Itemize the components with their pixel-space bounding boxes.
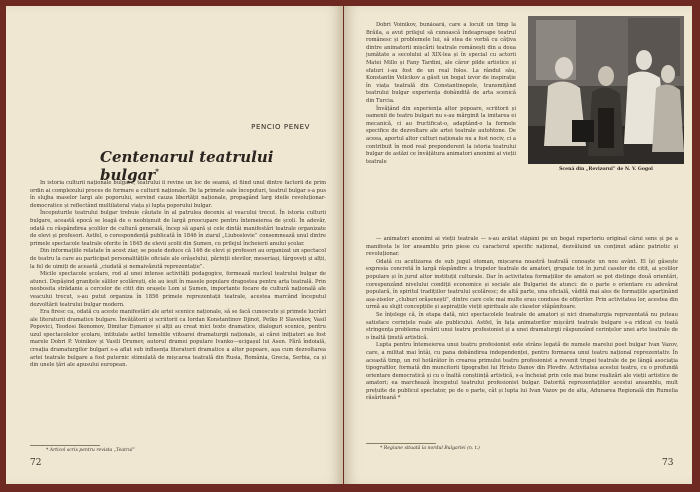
- right-footnote: * Regiune situată la nordul Bulgariei (n. t.): [380, 446, 480, 451]
- photo-caption: Scenă din „Revizorul” de N. V. Gogol: [559, 167, 653, 172]
- left-footnote: * Articol scris pentru revista „Teatrul”: [46, 448, 135, 453]
- left-page: [6, 6, 343, 484]
- left-body-text: [30, 180, 326, 442]
- right-page-number: 73: [662, 458, 674, 468]
- paragraph: În istoria culturii naționale bulgare, teatrului îi revine un loc de seamă, el fiind unul dintre factorii de prim ordin ai complexului proces de formare a culturii naționale. De la primele sale începuturi, teatrul bulgar s-a pus în slujba maselor largi ale poporului, servind cauza libertății naționale, propagând larg ideile revoluționar-democratice și reflectând multilateral viața și lupta poporului bulgar.: [30, 180, 326, 209]
- article-title: [100, 148, 320, 184]
- paragraph: Era firesc ca, odată cu aceste manifestări ale artei scenice naționale, să se facă cunoscute și primele lucrări ale literaturii dramatice bulgare. Învățătorii și scriitorii ca Iordan Konstantinov Djinot, Petko P. Slaveikov, Vasil Popovici, Teodosi Ikonomov, Dimitar Eșmanov și alții au creat mici texte dramatice, dialoguri scenice, pentru uzul spectacolelor școlare, intitulate astfel temeliile viitoarei dramaturgii naționale, ai cărei inițiatori au fost marele Dobri P. Voinikov și Vasili Drumev, autorul dramei populare Ivanko—ucigașul lui Asen. Fără îndoială, creația dramaturgilor bulgari s-a aflat sub influența literaturii dramatice a altor popoare, așa cum dezvoltarea artei teatrale bulgare a fost puternic stimulată de mișcarea teatrală din Rusia, România, Grecia, Serbia, ca și din unele țări ale apusului european.: [30, 309, 326, 369]
- paragraph: — animatori anonimi ai vieții teatrale — s-au arătat stăpâni pe un bogat repertoriu original cărui sens și pe a manifesta le lor ansamblu prin piese cu caracterul specific național, dezvăluind un conținut adânc patriotic și revoluționar.: [366, 236, 678, 258]
- left-page-number: 72: [30, 458, 42, 468]
- paragraph: Se înțelege că, în etapa dată, nici spectacolele teatrale de amatori și nici dramaturgia reprezentată nu puteau satisface cerințele reale ale publicului. Astfel, în fața animatorilor mișcării teatrale bulgare s-a ridicat cu toată stringența problema creării unui teatru profesionist și a unei dramaturgii răspunzând cerințelor unei arte teatrale de o înaltă ținută artistică.: [366, 311, 678, 341]
- paragraph: Învățând din experiența altor popoare, scriitorii și oamenii de teatru bulgari nu s-au mărginit la imitarea ei mecanică, ci au fructificat-o, adaptând-o la formele specifice de dezvoltare ale artei teatrale autohtone. De aceea, aportul altor culturi naționale nu a fost nociv, ci a contribuit în mod real preponderent la istoria teatrului bulgar de astăzi ce învățătura animatori anonimi ai vieții teatrale: [366, 105, 516, 165]
- right-page: [344, 6, 692, 484]
- paragraph: Dobri Voinikov, bunăoară, care a locuit un timp la Brăila, a avut prilejul să cunoască îndeaproape teatrul românesc și problemele lui, să stea de vorbă cu câțiva dintre animatorii mișcării teatrale românești din a doua jumătate a secolului al XIX-lea și în special cu actorii Matei Millo și Fany Tardini, ale căror pilde artistice și sfaturi i-au fost de un real folos. La rândul său, Konstantin Velicikov a găsit un bogat izvor de inspirație în viața teatrală din Constantinopole, transmițând teatrului bulgar experiența dobândită de arta scenică din Turcia.: [366, 22, 516, 104]
- paragraph: Începuturile teatrului bulgar trebuie căutate în al patrulea deceniu al veacului trecut. În istoria culturii bulgare, această epocă se leagă de o neobișnuit de largă preocupare pentru întemeierea de școli. În adevăr, odată cu răspândirea școlilor de cultură generală, încep să apară și cele dintâi manifestări teatrale organizate de elevi și profesori. Astfel, o corespondență publicată în 1846 în ziarul „Liuboslovie” consemnează unul dintre primele spectacole teatrale oferite în 1845 de elevii școlii din Șumen, cu prilejul încheierii anului școlar.: [30, 210, 326, 247]
- stage-photo-illustration: [528, 16, 684, 164]
- right-body-text: [366, 236, 678, 440]
- right-column-text: [366, 22, 516, 232]
- paragraph: Micile spectacole școlare, rod al unei intense activități pedagogice, formează nucleul teatrului bulgar de atunci. Depășind granițele sălilor școlărești, ele au ieșit în masele populare dragostea pentru arta teatrală. Prin neobosita strădanie a cercelor de citit din orașele Lom și Șumen, importante focare de cultură națională ale veacului trecut, s-au putut organiza în 1856 primele reprezentații teatrale, acestea marcând începutul dezvoltării teatrului bulgar modern.: [30, 271, 326, 308]
- paragraph: Din informațiile relatate în acest ziar, se poate deduce că 146 de elevi și profesori au organizat un spectacol de teatru la care au participat personalitățile oficiale ale orășelului, părinții elevilor, meseriași, târgoveți și alții, la fel de uimiți de această „ciudată și nemaivăzută reprezentație”.: [30, 248, 326, 270]
- title-footnote-marker: *: [155, 167, 159, 176]
- paragraph: Lupta pentru întemeierea unui teatru profesionist este strâns legată de numele marelui poet bulgar Ivan Vazov, care, a militat mai întâi, cu pana dobândirea independenței, pentru formarea unui teatru național reprezentativ. În această timp, un rol hotărâtor în crearea primului teatru profesionist a revenit trupei teatrale de pe lângă asociația tipografilor, formată din muncitorii tipografiei lui Hristo Danov din Plovdiv. Activitatea acestui teatru, cu o profundă orientare democratică și cu o înaltă conștiință artistică, s-a încheiat prin cele mai bune realizări ale vieții artistice de amatori; ea marchează începutul teatrului profesionist bulgar. Datorită reprezentațiilor acestui ansamblu, mult prețuite de publicul spectator, pe de o parte, cât și lupta lui Ivan Vazov pe de alta, Adunarea Regională din Rumelia răsăriteană *: [366, 342, 678, 402]
- stage-photo: [528, 16, 684, 164]
- footnote-rule: [30, 445, 100, 446]
- footnote-rule: [366, 443, 436, 444]
- article-title-text: Centenarul teatrului bulgar: [100, 148, 274, 184]
- author-name: PENCIO PENEV: [251, 123, 310, 131]
- paragraph: Odată cu acutizarea de sub jugul otoman, mișcarea noastră teatrală cunoaște un nou avânt. El își găsește expresia concretă în largă răspândire a trupelor teatrale de amatori, grupate tot în jurul caselor de citit, ai școlilor populare și în jurul altor instituții culturale. Dar în activitatea formațiilor de amatori se pot distinge două orientări, corespunzând nivelului condiții economice și sociale ale Bulgariei de atunci: de o parte o orientare cu adevărat populară, în spiritul tradițiilor teatrului școlăresc; de altă parte, una oficială, vădită mai ales de formațiile aparținând așa-ziselor „cluburi orășenești”, dintre care cele mai multe erau conduse de ofițerilor. Prin activitatea lor, acestea din urmă au slujit concepțiile și aspirațiile vieții spirituale ale claselor stăpânitoare.: [366, 258, 678, 311]
